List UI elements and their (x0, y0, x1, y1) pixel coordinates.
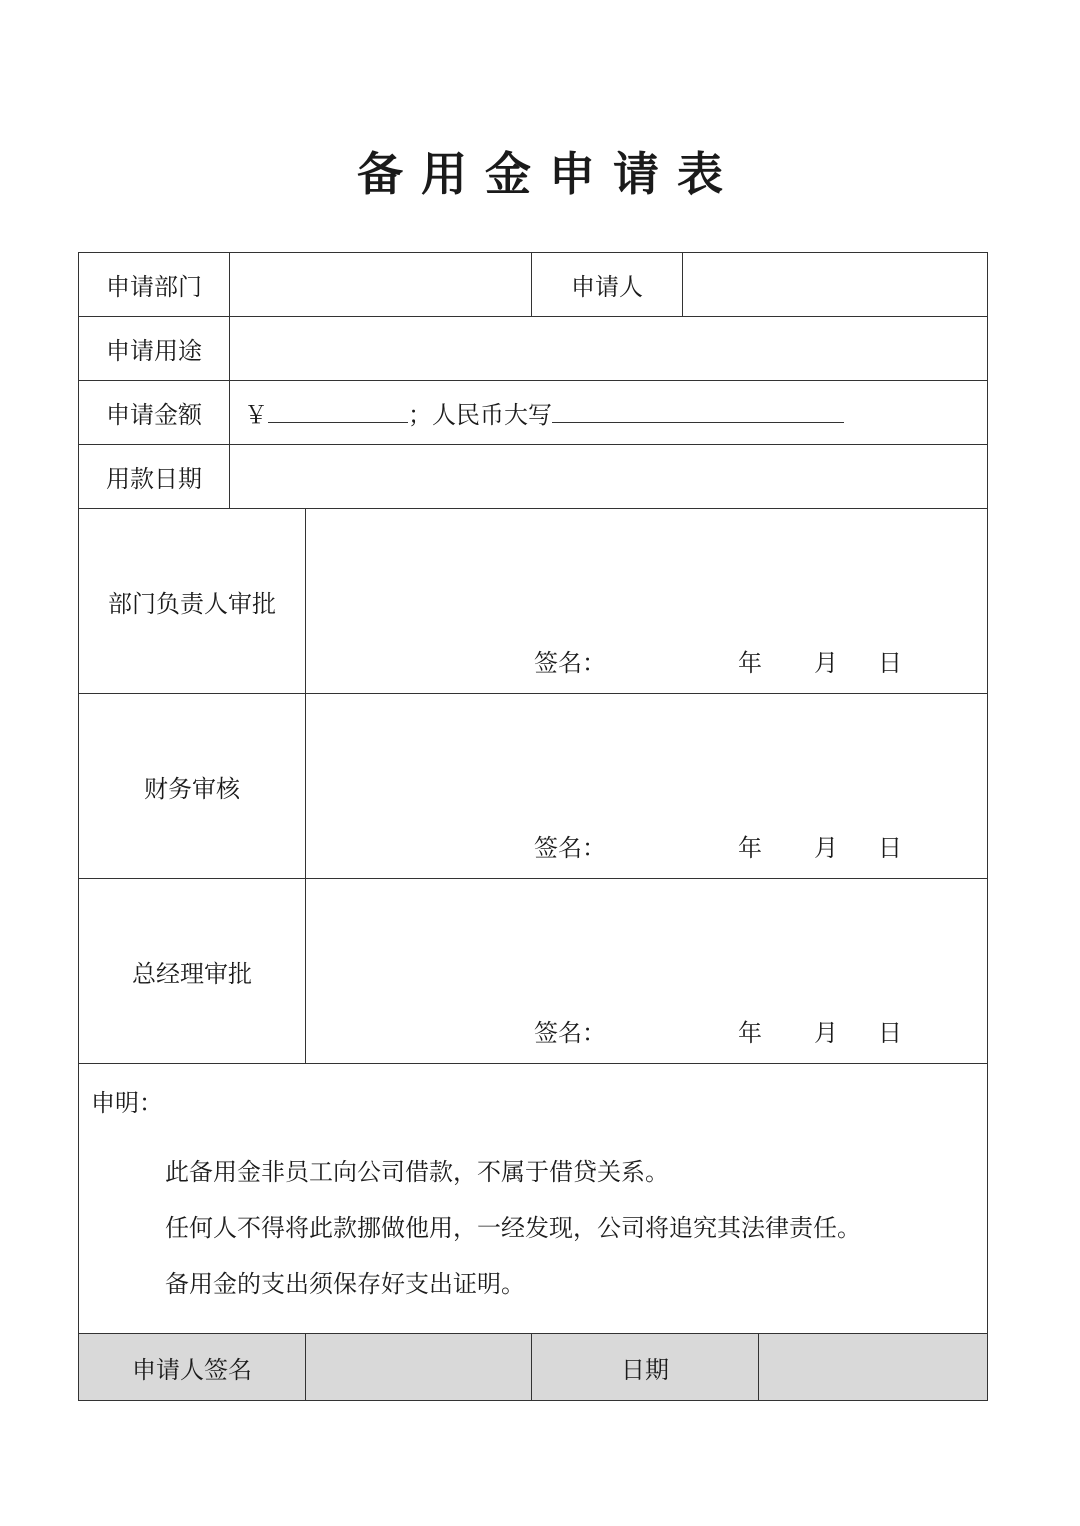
amount-uppercase-label: 人民币大写 (432, 401, 552, 429)
month-label: 月 (814, 834, 838, 862)
amount-uppercase-blank[interactable] (552, 400, 844, 423)
form-title: 备用金申请表 (357, 147, 741, 201)
date-of-use-row (79, 445, 988, 509)
approval-label: 财务审核 (79, 694, 306, 879)
approval-field[interactable] (306, 694, 988, 879)
amount-field[interactable] (230, 381, 988, 445)
purpose-row (79, 317, 988, 381)
department-field[interactable] (230, 253, 532, 317)
amount-label: 申请金额 (79, 381, 230, 445)
approval-row (79, 694, 988, 879)
declaration-line: 此备用金非员工向公司借款，不属于借贷关系。 (165, 1158, 669, 1186)
day-label: 日 (878, 1019, 902, 1047)
approval-row (79, 879, 988, 1064)
day-label: 日 (878, 834, 902, 862)
application-form-table (78, 252, 988, 1401)
signature-line (306, 643, 987, 677)
month-label: 月 (814, 649, 838, 677)
year-label: 年 (738, 649, 762, 677)
approval-field[interactable] (306, 879, 988, 1064)
approval-label: 部门负责人审批 (79, 509, 306, 694)
signature-line (306, 1013, 987, 1047)
approval-row (79, 509, 988, 694)
approval-label: 总经理审批 (79, 879, 306, 1064)
currency-symbol: ￥ (244, 401, 268, 429)
department-label: 申请部门 (79, 253, 230, 317)
date-of-use-label: 用款日期 (79, 445, 230, 509)
declaration-heading: 申明： (91, 1089, 163, 1117)
declaration (79, 1064, 988, 1334)
signature-label: 签名： (534, 1019, 606, 1047)
applicant-signature-label: 申请人签名 (79, 1334, 306, 1401)
purpose-label: 申请用途 (79, 317, 230, 381)
footer-row (79, 1334, 988, 1401)
approval-field[interactable] (306, 509, 988, 694)
month-label: 月 (814, 1019, 838, 1047)
footer-date-field[interactable] (759, 1334, 988, 1401)
amount-number-blank[interactable] (268, 400, 408, 423)
signature-line (306, 828, 987, 862)
year-label: 年 (738, 1019, 762, 1047)
purpose-field[interactable] (230, 317, 988, 381)
declaration-line: 任何人不得将此款挪做他用，一经发现，公司将追究其法律责任。 (165, 1214, 861, 1242)
signature-label: 签名： (534, 834, 606, 862)
signature-label: 签名： (534, 649, 606, 677)
date-of-use-field[interactable] (230, 445, 988, 509)
day-label: 日 (878, 649, 902, 677)
applicant-signature-field[interactable] (306, 1334, 532, 1401)
year-label: 年 (738, 834, 762, 862)
declaration-line: 备用金的支出须保存好支出证明。 (165, 1270, 525, 1298)
amount-separator: ； (408, 401, 432, 429)
declaration-row (79, 1064, 988, 1334)
applicant-label: 申请人 (532, 253, 683, 317)
footer-date-label: 日期 (532, 1334, 759, 1401)
department-row (79, 253, 988, 317)
applicant-field[interactable] (683, 253, 988, 317)
amount-row (79, 381, 988, 445)
